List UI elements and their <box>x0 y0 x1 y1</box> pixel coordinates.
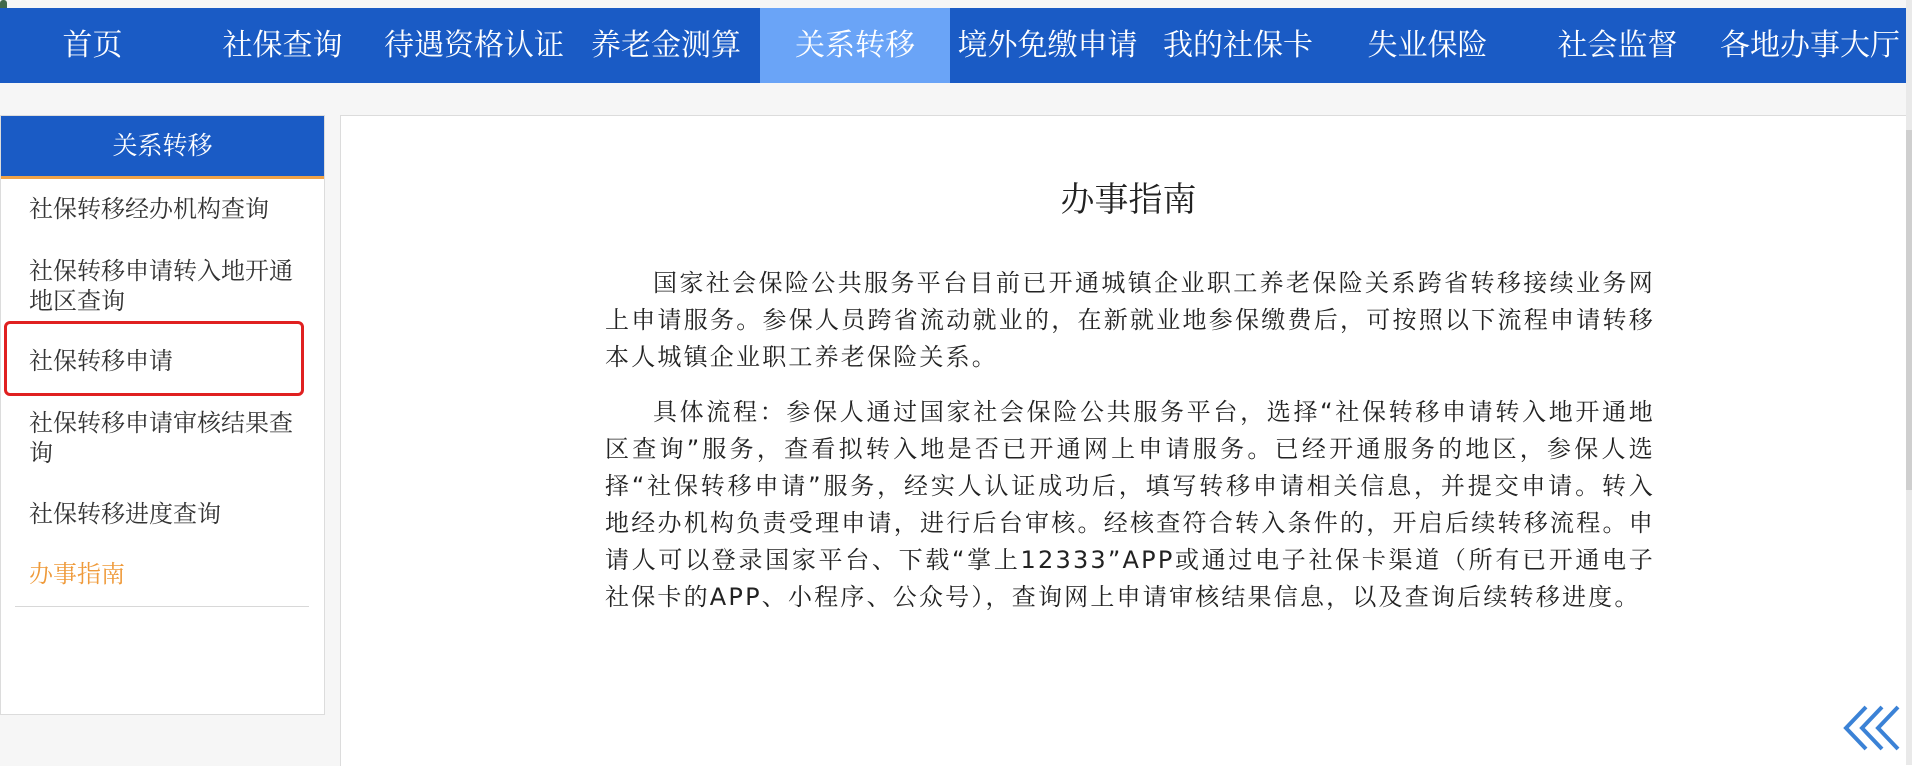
nav-item-relation-transfer[interactable]: 关系转移 <box>760 8 950 83</box>
double-chevron-left-icon[interactable] <box>1840 703 1902 753</box>
nav-item-pension-calculator[interactable]: 养老金测算 <box>591 28 741 63</box>
nav-item-my-social-card[interactable]: 我的社保卡 <box>1163 28 1313 63</box>
sidebar-item-transfer-agency-query[interactable]: 社保转移经办机构查询 <box>29 195 269 223</box>
nav-item-social-supervision[interactable]: 社会监督 <box>1557 28 1678 63</box>
nav-item-social-security-query[interactable]: 社保查询 <box>222 28 343 63</box>
main-content <box>340 115 1912 766</box>
guide-paragraph-process: 具体流程：参保人通过国家社会保险公共服务平台，选择“社保转移申请转入地开通地区查询”服务，查看拟转入地是否已开通网上申请服务。已经开通服务的地区，参保人选择“社保转移申请”服务，经实人认证成功后，填写转移申请相关信息，并提交申请。转入地经办机构负责受理申请，进行后台审核。经核查符合转入条件的，开启后续转移流程。申请人可以登录国家平台、下载“掌上12333”APP或通过电子社保卡渠道（所有已开通电子社保卡的APP、小程序、公众号），查询网上申请审核结果信息，以及查询后续转移进度。 <box>605 398 1655 611</box>
scrollbar-thumb[interactable] <box>1906 130 1912 490</box>
sidebar-title: 关系转移 <box>1 116 324 179</box>
sidebar-item-progress-query[interactable]: 社保转移进度查询 <box>29 500 221 528</box>
vertical-scrollbar[interactable] <box>1906 0 1912 765</box>
top-navigation <box>0 8 1912 83</box>
sidebar-item-open-area-query[interactable]: 社保转移申请转入地开通地区查询 <box>29 257 293 315</box>
sidebar-item-transfer-application[interactable]: 社保转移申请 <box>29 347 173 375</box>
guide-paragraph-intro: 国家社会保险公共服务平台目前已开通城镇企业职工养老保险关系跨省转移接续业务网上申请服务。参保人员跨省流动就业的，在新就业地参保缴费后，可按照以下流程申请转移本人城镇企业职工养老保险关系。 <box>605 269 1655 371</box>
nav-item-unemployment-insurance[interactable]: 失业保险 <box>1367 28 1488 63</box>
nav-item-eligibility-certification[interactable]: 待遇资格认证 <box>384 28 564 63</box>
nav-item-overseas-exemption[interactable]: 境外免缴申请 <box>957 28 1138 63</box>
sidebar-item-service-guide[interactable]: 办事指南 <box>29 560 125 588</box>
page-title: 办事指南 <box>1060 180 1197 220</box>
nav-item-local-service-halls[interactable]: 各地办事大厅 <box>1720 28 1900 63</box>
sidebar <box>0 115 325 715</box>
nav-item-home[interactable]: 首页 <box>62 28 123 63</box>
sidebar-item-review-result-query[interactable]: 社保转移申请审核结果查询 <box>29 409 293 467</box>
sidebar-divider <box>15 606 309 607</box>
